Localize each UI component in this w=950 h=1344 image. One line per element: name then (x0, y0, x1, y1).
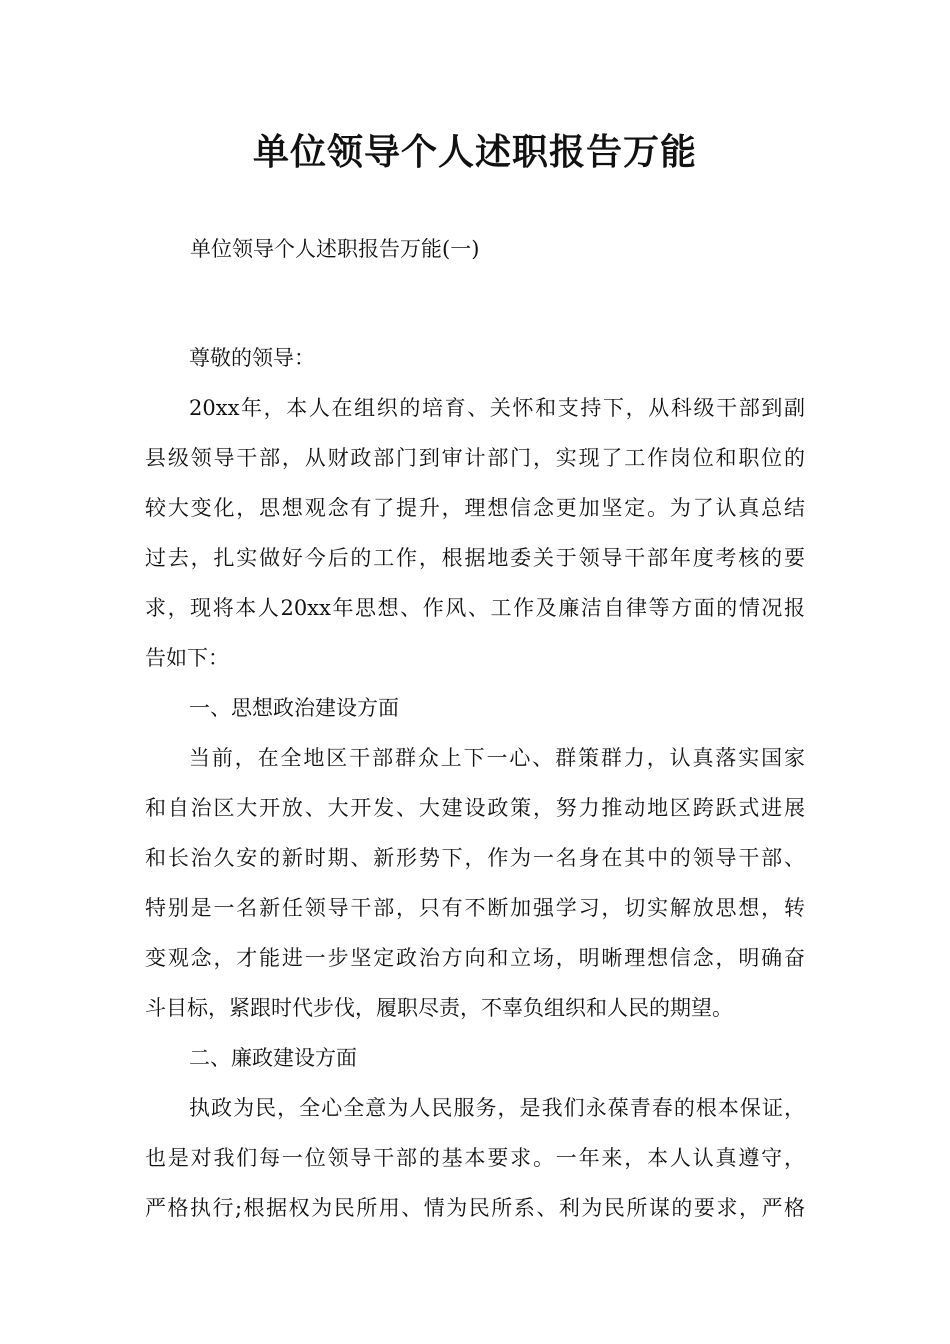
body-text-line: 过去，扎实做好今后的工作，根据地委关于领导干部年度考核的要 (145, 546, 805, 570)
body-text-line: 尊敬的领导： (189, 346, 315, 370)
body-text-line: 告如下： (145, 646, 229, 670)
body-text-line: 二、廉政建设方面 (189, 1046, 357, 1070)
document-subtitle: 单位领导个人述职报告万能(一) (190, 237, 480, 261)
body-text-line: 严格执行;根据权为民所用、情为民所系、利为民所谋的要求，严格 (145, 1196, 805, 1220)
document-body (145, 333, 805, 1233)
body-text-line: 执政为民，全心全意为人民服务，是我们永葆青春的根本保证， (189, 1096, 805, 1120)
body-text-line: 求，现将本人20xx年思想、作风、工作及廉洁自律等方面的情况报 (145, 596, 805, 620)
body-text-line: 变观念，才能进一步坚定政治方向和立场，明晰理想信念，明确奋 (145, 946, 805, 970)
body-text-line: 特别是一名新任领导干部，只有不断加强学习，切实解放思想，转 (145, 896, 805, 920)
body-text-line: 也是对我们每一位领导干部的基本要求。一年来，本人认真遵守， (145, 1146, 805, 1170)
body-text-line: 和自治区大开放、大开发、大建设政策，努力推动地区跨跃式进展 (145, 796, 805, 820)
body-text-line: 当前，在全地区干部群众上下一心、群策群力，认真落实国家 (189, 746, 805, 770)
body-text-line: 较大变化，思想观念有了提升，理想信念更加坚定。为了认真总结 (145, 496, 805, 520)
body-text-line: 斗目标，紧跟时代步伐，履职尽责，不辜负组织和人民的期望。 (145, 996, 733, 1020)
body-text-line: 20xx年，本人在组织的培育、关怀和支持下，从科级干部到副 (189, 396, 805, 420)
body-text-line: 和长治久安的新时期、新形势下，作为一名身在其中的领导干部、 (145, 846, 805, 870)
body-text-line: 一、思想政治建设方面 (189, 696, 399, 720)
document-title: 单位领导个人述职报告万能 (252, 132, 697, 173)
body-text-line: 县级领导干部，从财政部门到审计部门，实现了工作岗位和职位的 (145, 446, 805, 470)
